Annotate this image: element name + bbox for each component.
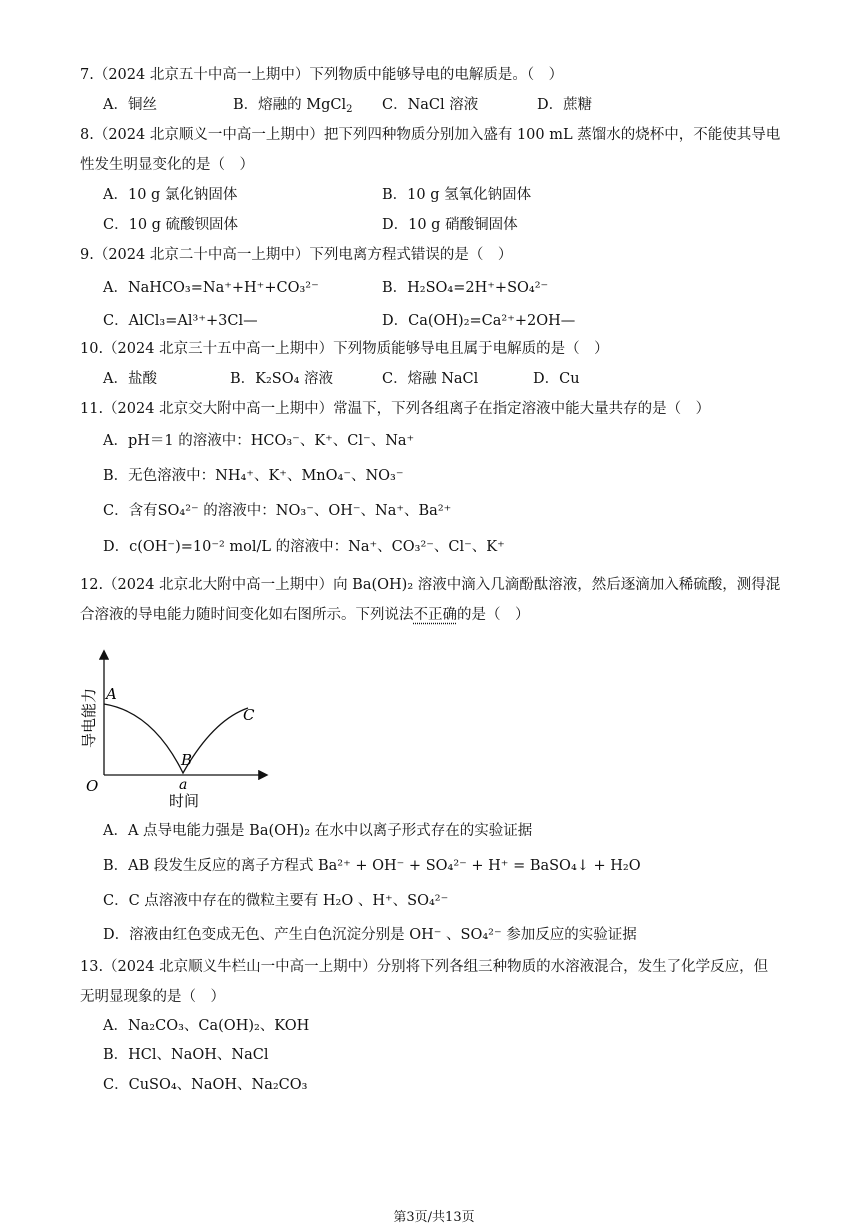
q12-option-b: B．AB 段发生反应的离子方程式 Ba²⁺ + OH⁻ + SO₄²⁻ + H⁺ = BaSO₄↓ + H₂O (103, 858, 641, 874)
q8-option-c: C．10 g 硫酸钡固体 (103, 217, 239, 233)
q7-option-c: C．NaCl 溶液 (382, 97, 479, 113)
q10-option-a: A．盐酸 (103, 371, 157, 387)
q12-option-c: C．C 点溶液中存在的微粒主要有 H₂O 、H⁺、SO₄²⁻ (103, 893, 449, 909)
q8-option-b: B．10 g 氢氧化钠固体 (382, 187, 532, 203)
q13-stem-line2: 无明显现象的是（ ） (80, 989, 225, 1005)
q9-stem: 9.（2024 北京二十中高一上期中）下列电离方程式错误的是（ ） (80, 247, 513, 263)
q13-option-c: C．CuSO₄、NaOH、Na₂CO₃ (103, 1077, 308, 1093)
q12-option-a: A．A 点导电能力强是 Ba(OH)₂ 在水中以离子形式存在的实验证据 (103, 823, 533, 839)
point-label-c: C (243, 706, 255, 724)
q9-option-b: B．H₂SO₄=2H⁺+SO₄²⁻ (382, 280, 549, 296)
q8-option-d: D．10 g 硝酸铜固体 (382, 217, 518, 233)
q13-option-a: A．Na₂CO₃、Ca(OH)₂、KOH (103, 1018, 310, 1034)
q11-option-c: C．含有SO₄²⁻ 的溶液中：NO₃⁻、OH⁻、Na⁺、Ba²⁺ (103, 503, 452, 519)
origin-label: O (86, 777, 99, 795)
q8-option-a: A．10 g 氯化钠固体 (103, 187, 238, 203)
q12-stem-line1: 12.（2024 北京北大附中高一上期中）向 Ba(OH)₂ 溶液中滴入几滴酚酞溶液，然后逐滴加入稀硫酸，测得混 (80, 577, 781, 593)
emphasis-not-correct: 不正确 (413, 607, 457, 623)
q10-stem: 10.（2024 北京三十五中高一上期中）下列物质能够导电且属于电解质的是（ ） (80, 341, 609, 357)
q8-stem-line1: 8.（2024 北京顺义一中高一上期中）把下列四种物质分别加入盛有 100 mL 蒸馏水的烧杯中，不能使其导电 (80, 127, 781, 143)
q13-option-b: B．HCl、NaOH、NaCl (103, 1047, 269, 1063)
q7-stem: 7.（2024 北京五十中高一上期中）下列物质中能够导电的电解质是。（ ） (80, 67, 564, 83)
q8-stem-line2: 性发生明显变化的是（ ） (80, 157, 254, 173)
x-tick-label: a (179, 777, 188, 793)
q12-stem-line2: 合溶液的导电能力随时间变化如右图所示。下列说法不正确的是（ ） (80, 607, 530, 623)
q11-option-d: D．c(OH⁻)=10⁻² mol/L 的溶液中：Na⁺、CO₃²⁻、Cl⁻、K⁺ (103, 539, 505, 555)
q10-option-c: C．熔融 NaCl (382, 371, 479, 387)
conductivity-chart (78, 640, 278, 812)
q11-option-b: B．无色溶液中：NH₄⁺、K⁺、MnO₄⁻、NO₃⁻ (103, 468, 404, 484)
x-axis-label: 时间 (169, 792, 200, 810)
q11-stem: 11.（2024 北京交大附中高一上期中）常温下，下列各组离子在指定溶液中能大量共存的是（ ） (80, 401, 711, 417)
q9-option-c: C．AlCl₃=Al³⁺+3Cl— (103, 313, 258, 329)
point-label-b: B (181, 751, 193, 769)
q10-option-b: B．K₂SO₄ 溶液 (230, 371, 334, 387)
q10-option-d: D．Cu (533, 371, 580, 387)
q7-option-d: D．蔗糖 (537, 97, 593, 113)
q11-option-a: A．pH＝1 的溶液中：HCO₃⁻、K⁺、Cl⁻、Na⁺ (103, 433, 415, 449)
page-footer: 第3页/共13页 (393, 1210, 475, 1225)
q9-option-a: A．NaHCO₃=Na⁺+H⁺+CO₃²⁻ (103, 280, 319, 296)
q13-stem-line1: 13.（2024 北京顺义牛栏山一中高一上期中）分别将下列各组三种物质的水溶液混合，发生了化学反应，但 (80, 959, 769, 975)
q7-option-a: A．铜丝 (103, 97, 157, 113)
conductivity-curve (104, 704, 248, 773)
q9-option-d: D．Ca(OH)₂=Ca²⁺+2OH— (382, 313, 576, 329)
y-axis-label: 导电能力 (80, 687, 98, 749)
point-label-a: A (106, 685, 117, 703)
q7-option-b: B．熔融的 MgCl$_2$ (233, 97, 353, 115)
q12-option-d: D．溶液由红色变成无色、产生白色沉淀分别是 OH⁻ 、SO₄²⁻ 参加反应的实验证据 (103, 927, 637, 943)
